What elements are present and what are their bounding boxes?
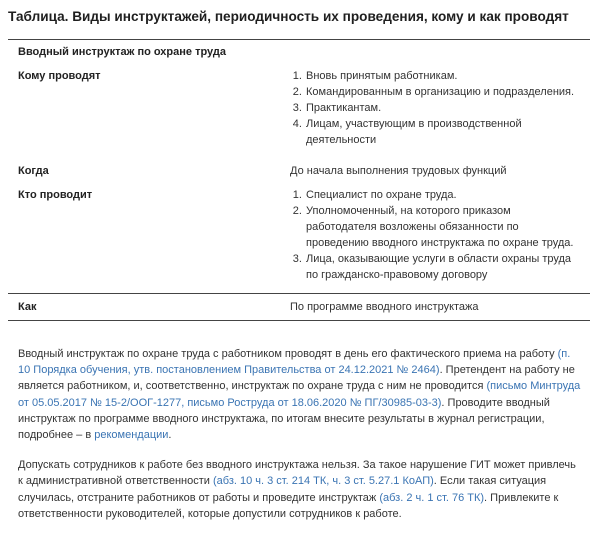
table-row — [8, 163, 590, 179]
paragraph-text: . Если такая ситуация случилась, отстраните работников от работы и проведите инструктаж — [18, 475, 547, 504]
paragraph-text: . Проводите вводный инструктаж по программе вводного инструктажа, по итогам внесите результаты в журнал регистрации, подробнее – в — [18, 396, 550, 442]
table-row — [8, 68, 590, 148]
instruction-table — [8, 39, 590, 321]
table-title: Таблица. Виды инструктажей, периодичность их проведения, кому и как проводят — [8, 9, 569, 24]
paragraph-text: . Привлеките к ответственности руководителей, которые допустили сотрудников к работе. — [18, 491, 559, 520]
recommendation-link[interactable]: рекомендации — [94, 429, 169, 442]
row-value-who — [290, 68, 590, 148]
row-label-who: Кому проводят — [18, 70, 101, 82]
row-label-conductor: Кто проводит — [18, 189, 93, 201]
legal-reference[interactable]: (письмо Минтруда от 05.05.2017 № 15-2/ООГ-1277, письмо Роструда от 18.06.2020 № ПГ/30985-03-3) — [18, 380, 581, 409]
list-item: 2. Уполномоченный, на которого приказом работодателя возложены обязанности по проведению вводного инструктажа по охране труда. — [305, 203, 580, 251]
paragraph-intro — [18, 346, 582, 443]
row-label-when: Когда — [18, 165, 49, 177]
list-item: 1. Вновь принятым работникам. — [305, 68, 580, 84]
section-heading: Вводный инструктаж по охране труда — [18, 46, 226, 58]
paragraph-warning — [18, 457, 582, 522]
row-value-when: До начала выполнения трудовых функций — [290, 165, 507, 177]
paragraph-text: Вводный инструктаж по охране труда с работником проводят в день его фактического приема на работу — [18, 348, 555, 360]
legal-reference[interactable]: (п. 10 Порядка обучения, утв. постановлением Правительства от 24.12.2021 № 2464) — [18, 348, 571, 377]
paragraph-text: Допускать сотрудников к работе без вводного инструктажа нельзя. За такое нарушение ГИТ может привлечь к административной ответственности — [18, 459, 576, 488]
row-label-how: Как — [18, 301, 37, 313]
row-value-how: По программе вводного инструктажа — [290, 301, 479, 313]
table-row — [8, 187, 590, 283]
paragraph-text: . Претендент на работу не является работником, и, соответственно, инструктаж по охране труда с ним не проводится — [18, 364, 575, 393]
explanation-block — [8, 346, 582, 536]
list-item: 2. Командированным в организацию и подразделения. — [305, 84, 580, 100]
paragraph-text: . — [168, 429, 172, 442]
who-list — [290, 68, 580, 148]
list-item: 3. Лица, оказывающие услуги в области охраны труда по гражданско-правовому договору — [305, 251, 580, 283]
legal-reference[interactable]: (абз. 2 ч. 1 ст. 76 ТК) — [379, 491, 485, 504]
legal-reference[interactable]: (абз. 10 ч. 3 ст. 214 ТК, ч. 3 ст. 5.27.1 КоАП) — [212, 475, 434, 488]
table-row — [8, 294, 590, 320]
row-value-conductor — [290, 187, 590, 283]
conductor-list — [290, 187, 580, 283]
list-item: 3. Практикантам. — [305, 100, 580, 116]
list-item: 1. Специалист по охране труда. — [305, 187, 580, 203]
list-item: 4. Лицам, участвующим в производственной деятельности — [305, 116, 580, 148]
